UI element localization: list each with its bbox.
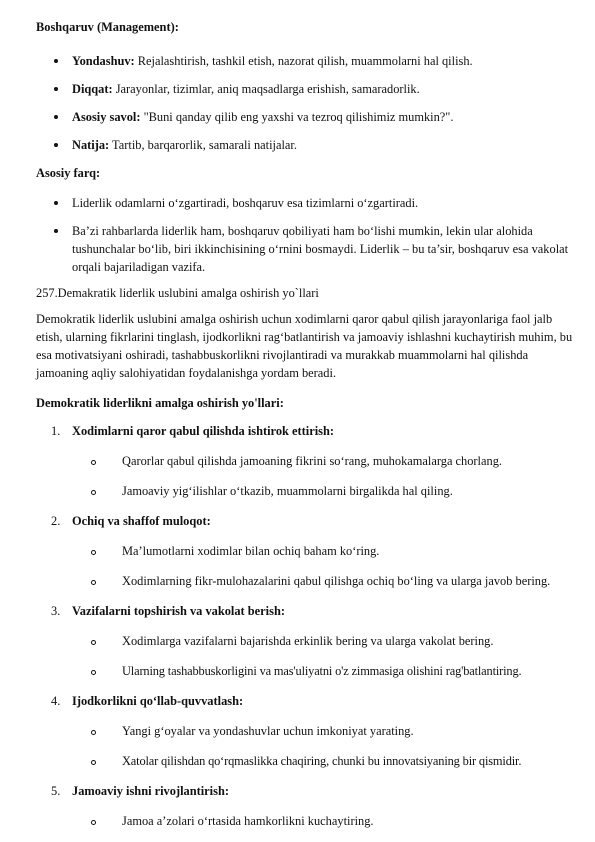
main-difference-heading: Asosiy farq: [36,166,101,180]
item-title: Vazifalarni topshirish va vakolat berish: [72,604,285,618]
item-title: Ijodkorlikni qo‘llab-quvvatlash: [72,694,244,708]
sub-item: Ma’lumotlarni xodimlar bilan ochiq baham ko‘ring. [36,542,576,560]
sub-item: Xodimlarga vazifalarni bajarishda erkinlik bering va ularga vakolat bering. [36,632,576,650]
numbered-item [36,512,576,590]
circle-bullet-icon [91,580,96,585]
numbered-item [36,782,576,830]
numbered-item [36,692,576,770]
bullet-icon [54,201,58,205]
circle-bullet-icon [91,490,96,495]
circle-bullet-icon [91,460,96,465]
list-item: Ba’zi rahbarlarda liderlik ham, boshqaruv qobiliyati ham bo‘lishi mumkin, lekin ular alohida tushunchalar bo‘lib, biri ikkinchisining o‘rnini bosmaydi. Liderlik – bu ta’sir, boshqaruv esa vakolat orqali bajariladigan vazifa. [36,222,576,276]
sub-item: Xodimlarning fikr-mulohazalarini qabul qilishga ochiq bo‘ling va ularga javob bering. [36,572,576,590]
list-item: Asosiy savol: "Buni qanday qilib eng yaxshi va tezroq qilishimiz mumkin?". [36,108,576,126]
sub-item: Jamoa a’zolari o‘rtasida hamkorlikni kuchaytiring. [36,812,576,830]
list-item: Liderlik odamlarni o‘zgartiradi, boshqaruv esa tizimlarni o‘zgartiradi. [36,194,576,212]
management-heading: Boshqaruv (Management): [36,20,179,34]
list-item: Diqqat: Jarayonlar, tizimlar, aniq maqsadlarga erishish, samaradorlik. [36,80,576,98]
item-title: Xodimlarni qaror qabul qilishda ishtirok ettirish: [72,424,334,438]
question-title: 257.Demakratik liderlik uslubini amalga oshirish yo`llari [36,286,319,300]
item-number: 1. [51,424,61,438]
circle-bullet-icon [91,640,96,645]
bullet-icon [54,229,58,233]
item-title: Jamoaviy ishni rivojlantirish: [72,784,229,798]
item-number: 5. [51,784,61,798]
difference-list [36,194,576,276]
sub-item: Qarorlar qabul qilishda jamoaning fikrini so‘rang, muhokamalarga chorlang. [36,452,576,470]
sub-item: Yangi g‘oyalar va yondashuvlar uchun imkoniyat yarating. [36,722,576,740]
list-item: Natija: Tartib, barqarorlik, samarali natijalar. [36,136,576,154]
management-list [36,52,576,154]
item-title: Ochiq va shaffof muloqot: [72,514,211,528]
circle-bullet-icon [91,760,96,765]
circle-bullet-icon [91,820,96,825]
item-number: 2. [51,514,61,528]
bullet-icon [54,87,58,91]
item-number: 4. [51,694,61,708]
sub-item: Xatolar qilishdan qo‘rqmaslikka chaqiring, chunki bu innovatsiyaning bir qismidir. [36,752,586,770]
page-content [36,18,576,842]
democratic-heading: Demokratik liderlikni amalga oshirish yo'llari: [36,396,284,410]
numbered-item [36,602,576,680]
item-number: 3. [51,604,61,618]
list-item: Yondashuv: Rejalashtirish, tashkil etish, nazorat qilish, muammolarni hal qilish. [36,52,576,70]
sub-item: Ularning tashabbuskorligini va mas'uliyatni o'z zimmasiga olishini rag'batlantiring. [36,662,586,680]
bullet-icon [54,115,58,119]
circle-bullet-icon [91,670,96,675]
intro-paragraph: Demokratik liderlik uslubini amalga oshirish uchun xodimlarni qaror qabul qilish jarayonlariga faol jalb etish, ularning fikrlarini tinglash, ijodkorlikni rag‘batlantirish va jamoaviy ishlashni kuchaytirish muhim, bu esa motivatsiyani oshiradi, tashabbuskorlikni rivojlantiradi va murakkab muammolarni hal qilishda jamoaning aqliy salohiyatidan foydalanishga yordam beradi. [36,312,573,380]
bullet-icon [54,143,58,147]
circle-bullet-icon [91,730,96,735]
democratic-list [36,422,576,830]
sub-item: Jamoaviy yig‘ilishlar o‘tkazib, muammolarni birgalikda hal qiling. [36,482,576,500]
circle-bullet-icon [91,550,96,555]
bullet-icon [54,59,58,63]
numbered-item [36,422,576,500]
